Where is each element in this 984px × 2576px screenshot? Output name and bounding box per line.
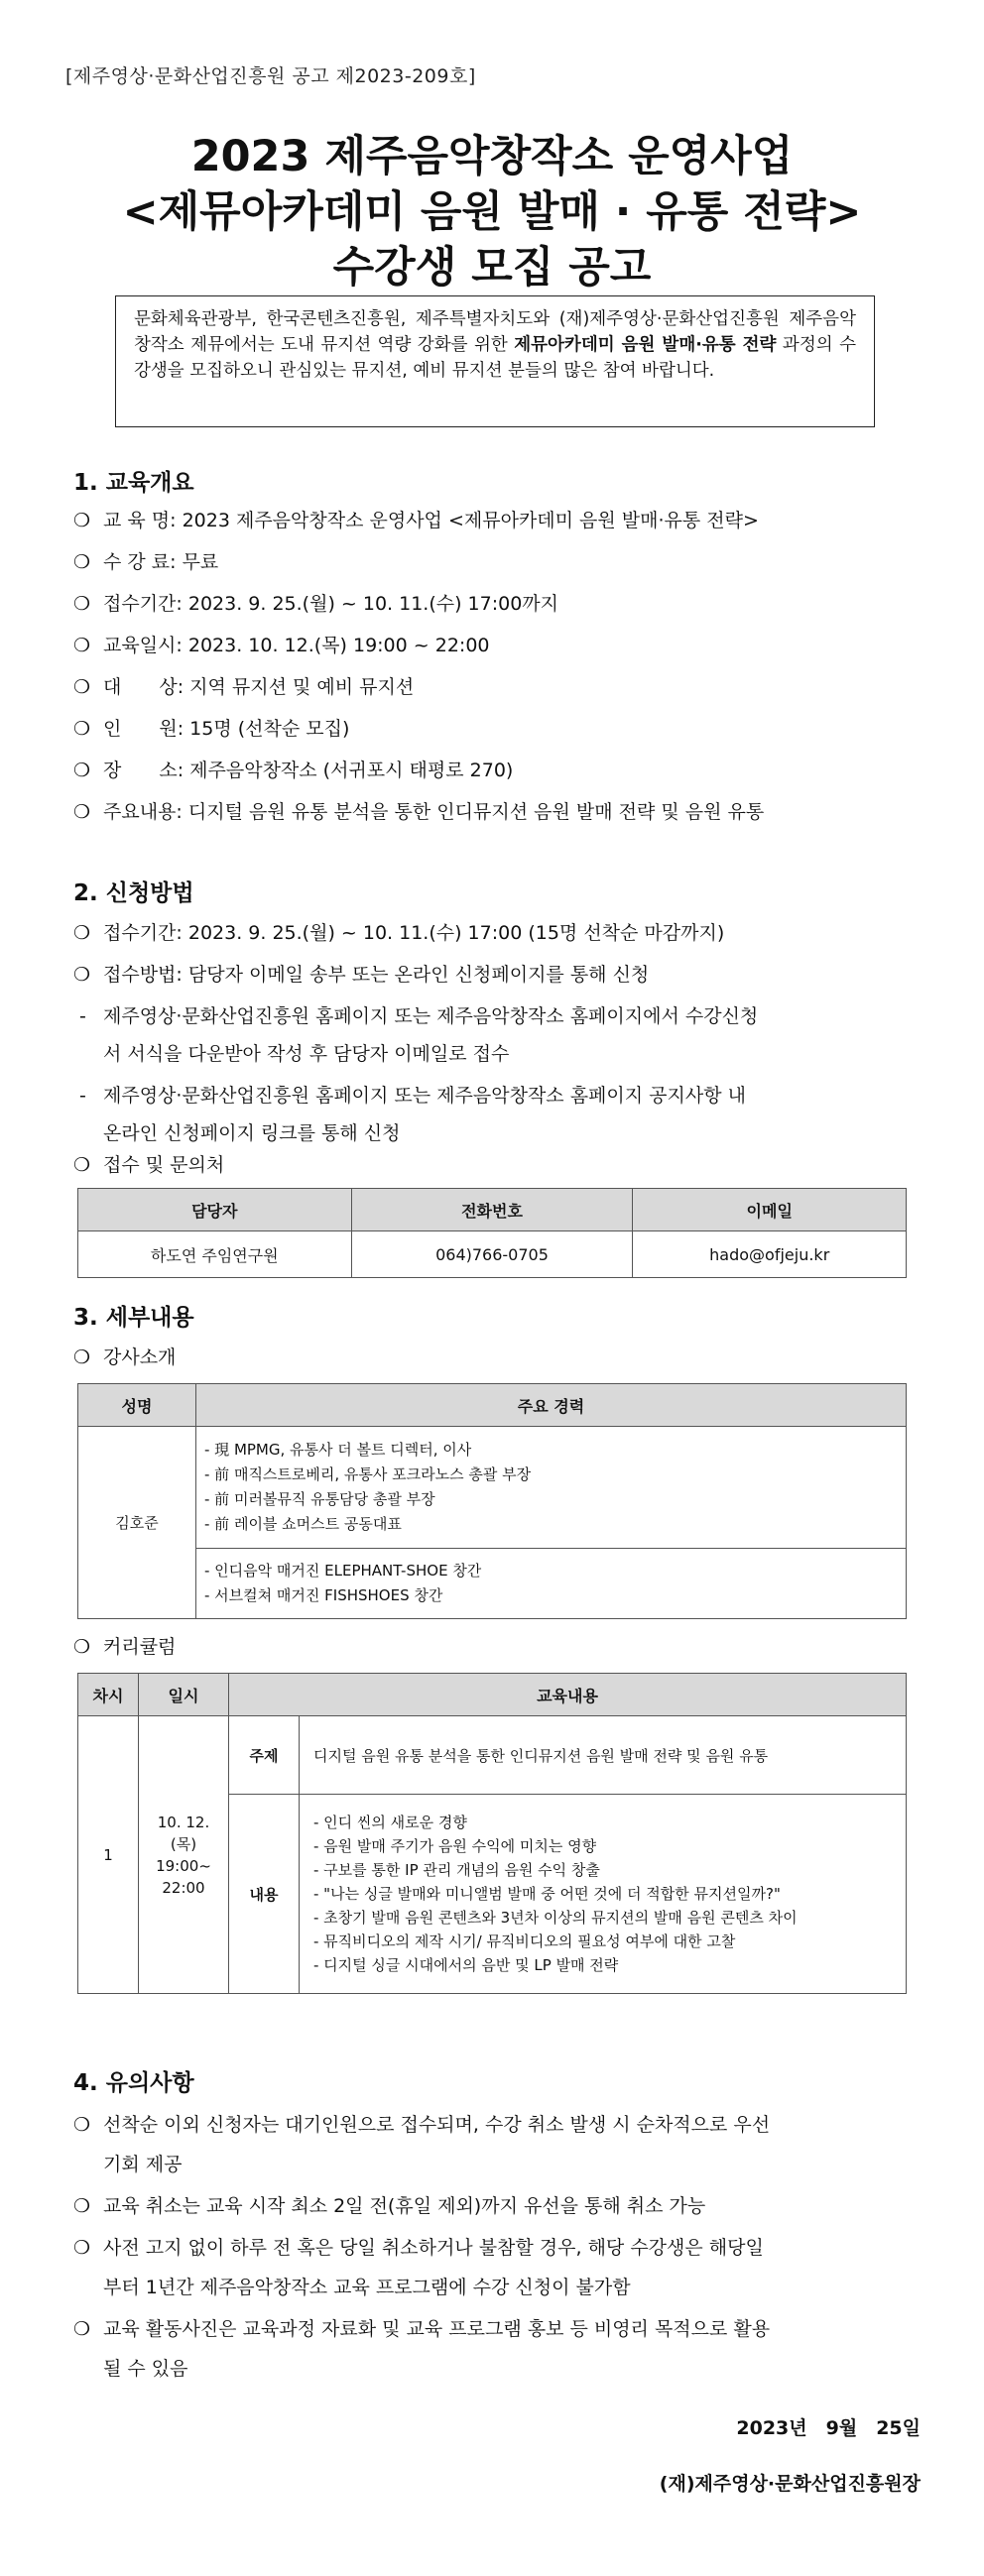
apply-sub-1-cont: 서 서식을 다운받아 작성 후 담당자 이메일로 접수 <box>103 1043 510 1065</box>
content-item: - 인디 씬의 새로운 경향 <box>313 1814 467 1831</box>
career-item: - 서브컬쳐 매거진 FISHSHOES 창간 <box>204 1586 443 1604</box>
table-header-cell: 이메일 <box>633 1189 907 1231</box>
section-4-heading: 4. 유의사항 <box>73 2070 194 2096</box>
overview-item: ❍ 교육일시: 2023. 10. 12.(목) 19:00 ~ 22:00 <box>73 635 490 656</box>
curriculum-table <box>77 1673 907 1994</box>
table-header-row <box>78 1189 907 1231</box>
content-item: - 초창기 발매 음원 콘텐츠와 3년차 이상의 뮤지션의 발매 음원 콘텐츠 차이 <box>313 1909 798 1927</box>
table-row <box>78 1716 907 1795</box>
title-line-1: 2023 제주음악창작소 운영사업 <box>190 132 794 181</box>
content-item: - 디지털 싱글 시대에서의 음반 및 LP 발매 전략 <box>313 1956 619 1974</box>
content-item: - 뮤직비디오의 제작 시기/ 뮤직비디오의 필요성 여부에 대한 고찰 <box>313 1932 736 1950</box>
notice-item-cont: 될 수 있음 <box>103 2358 188 2380</box>
table-header-cell: 차시 <box>78 1674 139 1716</box>
issuing-organization: (재)제주영상·문화산업진흥원장 <box>659 2473 921 2495</box>
notice-date: 2023년 9월 25일 <box>736 2417 921 2439</box>
notice-item: ❍ 사전 고지 없이 하루 전 혹은 당일 취소하거나 불참할 경우, 해당 수강생은 해당일 <box>73 2237 764 2259</box>
table-header-cell: 주요 경력 <box>196 1384 907 1427</box>
notice-number: [제주영상·문화산업진흥원 공고 제2023-209호] <box>65 65 476 87</box>
content-item: - "나는 싱글 발매와 미니앨범 발매 중 어떤 것에 더 적합한 뮤지션일까?" <box>313 1885 781 1903</box>
content-list <box>300 1795 907 1994</box>
contact-table <box>77 1188 907 1278</box>
intro-text-1: 문화체육관광부, 한국콘텐츠진흥원, 제주특별자치도와 (재)제주영상·문화산업진흥원 제주음악창작소 제뮤에서는 도내 뮤지션 역량 강화를 위한 <box>134 309 856 355</box>
career-item: - 前 레이블 쇼머스트 공동대표 <box>204 1515 402 1533</box>
intro-box <box>115 295 875 427</box>
title-line-2: <제뮤아카데미 음원 발매 · 유통 전략> <box>122 187 862 237</box>
notice-item: ❍ 교육 활동사진은 교육과정 자료화 및 교육 프로그램 홍보 등 비영리 목적으로 활용 <box>73 2318 771 2340</box>
table-header-cell: 담당자 <box>78 1189 352 1231</box>
notice-item: ❍ 선착순 이외 신청자는 대기인원으로 접수되며, 수강 취소 발생 시 순차적으로 우선 <box>73 2114 771 2136</box>
career-item: - 前 매직스트로베리, 유통사 포크라노스 총괄 부장 <box>204 1465 532 1483</box>
session-number: 1 <box>78 1716 139 1994</box>
apply-period: ❍ 접수기간: 2023. 9. 25.(월) ~ 10. 11.(수) 17:00 (15명 선착순 마감까지) <box>73 922 725 944</box>
table-header-row <box>78 1674 907 1716</box>
career-item: - 前 미러볼뮤직 유통담당 총괄 부장 <box>204 1490 435 1508</box>
content-item: - 구보를 통한 IP 관리 개념의 음원 수익 창출 <box>313 1861 600 1879</box>
overview-item: ❍ 인 원: 15명 (선착순 모집) <box>73 718 350 740</box>
table-header-cell: 교육내용 <box>229 1674 907 1716</box>
table-header-cell: 전화번호 <box>351 1189 633 1231</box>
notice-item: ❍ 교육 취소는 교육 시작 최소 2일 전(휴일 제외)까지 유선을 통해 취소 가능 <box>73 2195 706 2217</box>
table-header-cell: 성명 <box>78 1384 196 1427</box>
title-line-3: 수강생 모집 공고 <box>332 243 652 293</box>
overview-item: ❍ 대 상: 지역 뮤지션 및 예비 뮤지션 <box>73 676 415 698</box>
table-row <box>78 1427 907 1549</box>
overview-item: ❍ 접수기간: 2023. 9. 25.(월) ~ 10. 11.(수) 17:00까지 <box>73 593 559 615</box>
session-datetime: 10. 12. (목) 19:00~ 22:00 <box>139 1716 229 1994</box>
career-item: - 現 MPMG, 유통사 더 볼트 디렉터, 이사 <box>204 1441 472 1459</box>
section-1-heading: 1. 교육개요 <box>73 470 194 496</box>
notice-item-cont: 기회 제공 <box>103 2154 183 2175</box>
career-item: - 인디음악 매거진 ELEPHANT-SHOE 창간 <box>204 1562 482 1580</box>
apply-sub-2-cont: 온라인 신청페이지 링크를 통해 신청 <box>103 1122 401 1144</box>
table-header-cell: 일시 <box>139 1674 229 1716</box>
instructor-table <box>77 1383 907 1619</box>
table-row <box>78 1549 907 1619</box>
career-list-2 <box>196 1549 907 1619</box>
overview-item: ❍ 교 육 명: 2023 제주음악창작소 운영사업 <제뮤아카데미 음원 발매·유통 전략> <box>73 510 759 531</box>
contact-email: hado@ofjeju.kr <box>633 1231 907 1278</box>
intro-text-2: 과정의 수강생을 모집하오니 관심있는 뮤지션, 예비 뮤지션 분들의 많은 참여 바랍니다. <box>134 335 856 381</box>
notice-item-cont: 부터 1년간 제주음악창작소 교육 프로그램에 수강 신청이 불가함 <box>103 2277 631 2298</box>
career-list-1 <box>196 1427 907 1549</box>
table-header-row <box>78 1384 907 1427</box>
apply-sub-1: - 제주영상·문화산업진흥원 홈페이지 또는 제주음악창작소 홈페이지에서 수강신청 <box>79 1005 759 1027</box>
apply-sub-2: - 제주영상·문화산업진흥원 홈페이지 또는 제주음악창작소 홈페이지 공지사항 내 <box>79 1085 746 1107</box>
contact-person: 하도연 주임연구원 <box>78 1231 352 1278</box>
curriculum-label: ❍ 커리큘럼 <box>73 1636 177 1658</box>
topic-text: 디지털 음원 유통 분석을 통한 인디뮤지션 음원 발매 전략 및 음원 유통 <box>300 1716 907 1795</box>
content-item: - 음원 발매 주기가 음원 수익에 미치는 영향 <box>313 1837 597 1855</box>
section-2-heading: 2. 신청방법 <box>73 880 194 906</box>
contact-label: ❍ 접수 및 문의처 <box>73 1154 225 1176</box>
intro-text-bold: 제뮤아카데미 음원 발매·유통 전략 <box>514 335 777 355</box>
instructor-label: ❍ 강사소개 <box>73 1347 177 1368</box>
instructor-name: 김호준 <box>78 1427 196 1619</box>
table-row <box>78 1231 907 1278</box>
topic-label: 주제 <box>229 1716 300 1795</box>
overview-item: ❍ 주요내용: 디지털 음원 유통 분석을 통한 인디뮤지션 음원 발매 전략 및 음원 유통 <box>73 801 765 823</box>
overview-item: ❍ 수 강 료: 무료 <box>73 551 219 573</box>
content-label: 내용 <box>229 1795 300 1994</box>
contact-phone: 064)766-0705 <box>351 1231 633 1278</box>
overview-item: ❍ 장 소: 제주음악창작소 (서귀포시 태평로 270) <box>73 760 514 781</box>
section-3-heading: 3. 세부내용 <box>73 1305 194 1331</box>
apply-method: ❍ 접수방법: 담당자 이메일 송부 또는 온라인 신청페이지를 통해 신청 <box>73 964 650 986</box>
